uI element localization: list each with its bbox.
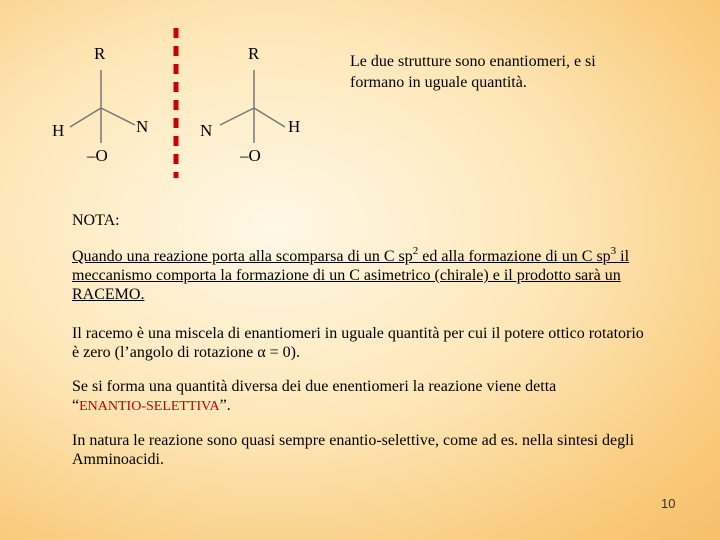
left-atom-r: R (94, 44, 106, 63)
page-number: 10 (661, 496, 676, 511)
note-paragraph-nature: In natura le reazione sono quasi sempre enantio-selettive, come ad es. nella sintesi degli Amminoacidi. (72, 432, 635, 468)
left-atom-n: N (136, 117, 149, 136)
right-atom-r: R (248, 44, 260, 63)
left-atom-o: –O (87, 146, 108, 165)
enantiomer-caption: Le due strutture sono enantiomeri, e si formano in uguale quantità. (350, 53, 596, 91)
enantioselective-term: ENANTIO-SELETTIVA (79, 399, 220, 414)
left-bond-left (70, 108, 101, 127)
note-paragraph-enantioselective: Se si forma una quantità diversa dei due enentiomeri la reazione viene detta “ENANTIO-SELETTIVA”. (72, 378, 557, 414)
note-paragraph-racemo: Quando una reazione porta alla scomparsa di un C $sp^2$ ed alla formazione di un C $sp^3$ il meccanismo comporta la formazione di un C asimetrico (chirale) e il prodotto sarà un RACEMO. (72, 244, 630, 303)
note-paragraph-racemo-definition: Il racemo è una miscela di enantiomeri in uguale quantità per cui il potere ottico rotatorio è zero (l’angolo di rotazione α = 0). (72, 325, 644, 361)
left-bond-right (101, 108, 135, 125)
left-atom-h: H (52, 121, 65, 140)
right-atom-o: –O (240, 146, 261, 165)
note-heading: NOTA: (72, 212, 120, 229)
right-atom-n: N (200, 121, 213, 140)
right-atom-h: H (288, 117, 301, 136)
right-bond-right (254, 108, 285, 127)
right-bond-left (220, 108, 254, 125)
enantiomer-diagram (0, 0, 720, 200)
